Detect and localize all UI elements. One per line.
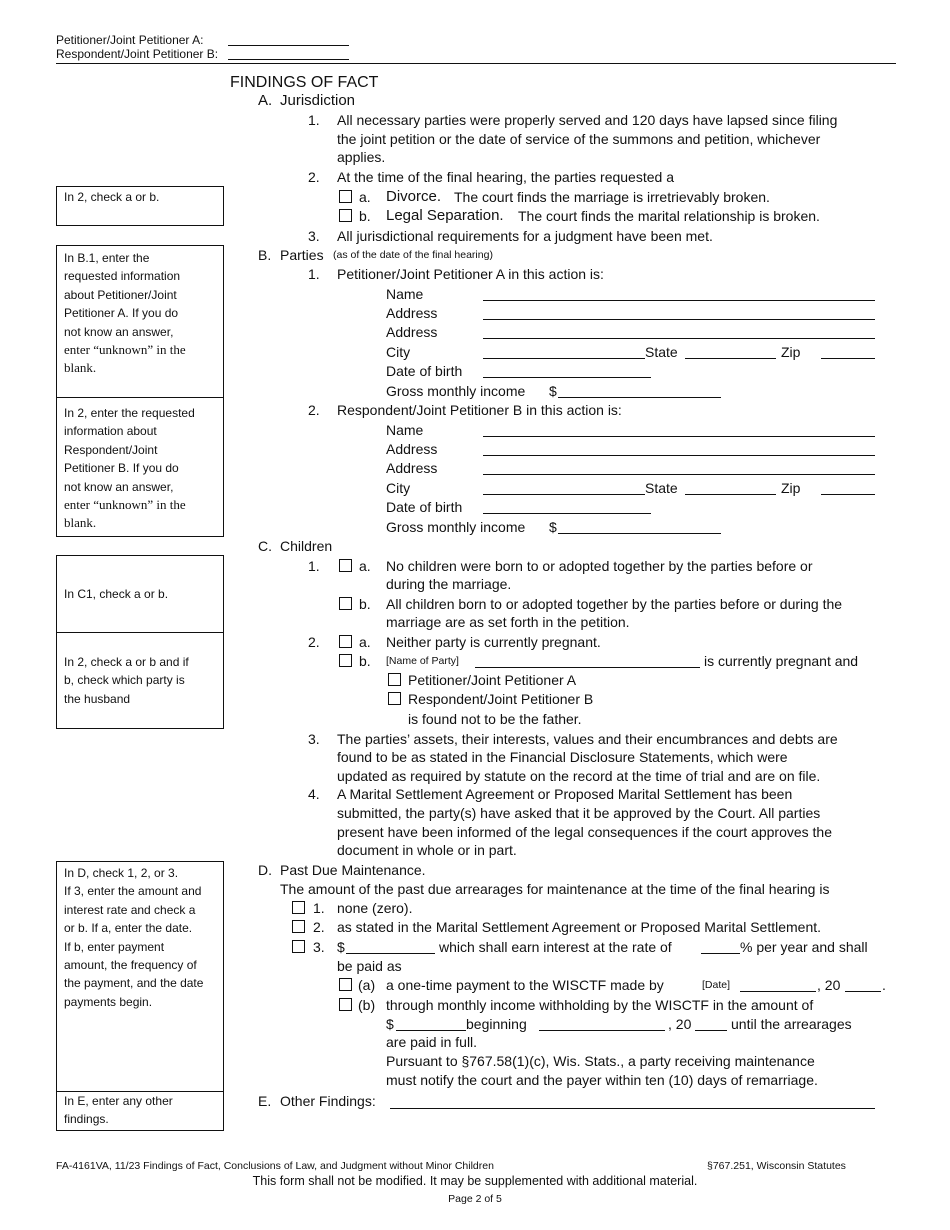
legal-separation-term: Legal Separation. (386, 207, 504, 224)
d1-text: none (zero). (337, 900, 413, 916)
d2-num: 2. (313, 919, 325, 935)
instruction-line: or b. If a, enter the date. (64, 921, 193, 936)
c2b-letter: b. (359, 653, 371, 669)
c2b-note: [Name of Party] (386, 655, 459, 667)
section-a-letter: A. (258, 92, 273, 109)
section-d-heading: Past Due Maintenance. (280, 862, 426, 878)
a-address2-label: Address (386, 324, 438, 340)
instruction-line: requested information (64, 269, 181, 284)
d3a-year-prefix: , 20 (817, 977, 841, 993)
d3-num: 3. (313, 939, 325, 955)
d3-dollar: $ (337, 939, 345, 955)
a-zip-label: Zip (781, 344, 801, 360)
b-address-field[interactable] (483, 455, 875, 456)
d2-checkbox[interactable] (292, 920, 305, 933)
b-income-dollar: $ (549, 519, 557, 535)
d1-num: 1. (313, 900, 325, 916)
instruction-line: payments begin. (64, 994, 153, 1009)
c2b-opt1: Petitioner/Joint Petitioner A (408, 672, 577, 688)
a-item2-text: At the time of the final hearing, the parties requested a (337, 169, 674, 185)
petitioner-label: Petitioner/Joint Petitioner A: (56, 33, 204, 47)
pregnant-party-field[interactable] (475, 667, 700, 668)
withholding-begin-field[interactable] (539, 1030, 665, 1031)
b-zip-field[interactable] (821, 494, 875, 495)
instruction-line: blank. (64, 360, 97, 376)
b-item1-num: 1. (308, 266, 320, 282)
section-d-intro: The amount of the past due arrearages for maintenance at the time of the final hearing is (280, 881, 830, 897)
c2a-text: Neither party is currently pregnant. (386, 634, 601, 650)
d3b-dollar: $ (386, 1016, 394, 1032)
a-address2-field[interactable] (483, 338, 875, 339)
instruction-line: enter “unknown” in the (64, 342, 186, 358)
a-city-field[interactable] (483, 358, 645, 359)
c-item2-num: 2. (308, 634, 320, 650)
a-income-field[interactable] (558, 397, 721, 398)
c1b-letter: b. (359, 596, 371, 612)
a-item2-num: 2. (308, 169, 320, 185)
instruction-line: Petitioner B. If you do (64, 461, 179, 476)
a-item1-line: the joint petition or the date of service of the summons and petition, whichever (337, 131, 821, 147)
instruction-line: information about (64, 424, 157, 439)
respondent-b-checkbox[interactable] (388, 692, 401, 705)
c-item4-line: document in whole or in part. (337, 842, 517, 858)
instruction-c1-text: In C1, check a or b. (64, 587, 169, 601)
respondent-field[interactable] (228, 59, 349, 60)
legal-separation-text: The court finds the marital relationship is broken. (518, 208, 820, 224)
b-state-label: State (645, 480, 678, 496)
instruction-line: If b, enter payment (64, 939, 165, 954)
c1a-line: No children were born to or adopted together by the parties before or (386, 558, 813, 574)
c-item3-num: 3. (308, 731, 320, 747)
b-income-label: Gross monthly income (386, 519, 526, 535)
a-dob-field[interactable] (483, 377, 651, 378)
modification-notice: This form shall not be modified. It may be supplemented with additional material. (252, 1174, 698, 1188)
d3a-note: [Date] (702, 979, 731, 991)
section-e-heading: Other Findings: (280, 1093, 376, 1109)
c-item1-num: 1. (308, 558, 320, 574)
section-b-letter: B. (258, 247, 272, 263)
c2b-end: is found not to be the father. (408, 711, 582, 727)
divorce-text: The court finds the marriage is irretrievably broken. (454, 189, 770, 205)
statute-reference: §767.251, Wisconsin Statutes (707, 1160, 846, 1172)
instruction-line: b, check which party is (64, 673, 185, 688)
instruction-line: In 2, check a or b and if (64, 655, 189, 669)
a-item3-text: All jurisdictional requirements for a judgment have been met. (337, 228, 713, 244)
c-item4-line: present have been informed of the legal consequences if the court approves the (337, 824, 832, 840)
payment-date-field[interactable] (740, 991, 816, 992)
other-findings-field[interactable] (390, 1108, 875, 1109)
a-item1-line: applies. (337, 149, 386, 165)
c1b-checkbox[interactable] (339, 597, 352, 610)
c1a-letter: a. (359, 558, 371, 574)
b-name-field[interactable] (483, 436, 875, 437)
legal-separation-checkbox[interactable] (339, 209, 352, 222)
section-e-letter: E. (258, 1093, 272, 1109)
instruction-d-text (64, 864, 220, 1011)
a-income-label: Gross monthly income (386, 383, 526, 399)
b-item2-text: Respondent/Joint Petitioner B in this action is: (337, 402, 622, 418)
b-zip-label: Zip (781, 480, 801, 496)
b-item1-text: Petitioner/Joint Petitioner A in this action is: (337, 266, 604, 282)
interest-rate-field[interactable] (701, 953, 740, 954)
b-item2-num: 2. (308, 402, 320, 418)
a-income-dollar: $ (549, 383, 557, 399)
section-d-letter: D. (258, 862, 272, 878)
c1b-line: marriage are as set forth in the petition. (386, 614, 630, 630)
instruction-line: about Petitioner/Joint (64, 287, 177, 302)
instruction-line: In 2, enter the requested (64, 406, 195, 420)
b-income-field[interactable] (558, 533, 721, 534)
d3-checkbox[interactable] (292, 940, 305, 953)
instruction-b1-text (64, 249, 220, 378)
b-city-field[interactable] (483, 494, 645, 495)
c1a-checkbox[interactable] (339, 559, 352, 572)
d3b-label: (b) (358, 997, 376, 1013)
b-address2-label: Address (386, 460, 438, 476)
d-pursuant-line: Pursuant to §767.58(1)(c), Wis. Stats., a party receiving maintenance (386, 1053, 815, 1069)
a-item1-line: All necessary parties were properly served and 120 days have lapsed since filing (337, 112, 838, 128)
a-item3-num: 3. (308, 228, 320, 244)
instruction-line: the payment, and the date (64, 976, 204, 991)
instruction-line: In E, enter any other (64, 1094, 173, 1108)
withholding-year-field[interactable] (695, 1030, 727, 1031)
a-item1-num: 1. (308, 112, 320, 128)
payment-year-field[interactable] (845, 991, 881, 992)
d3-text1: which shall earn interest at the rate of (439, 939, 672, 955)
form-id: FA-4161VA, 11/23 Findings of Fact, Conclusions of Law, and Judgment without Minor Children (56, 1160, 494, 1172)
b-address2-field[interactable] (483, 474, 875, 475)
a-opt-a-letter: a. (359, 189, 371, 205)
c1b-line: All children born to or adopted together by the parties before or during the (386, 596, 843, 612)
d3b-until: until the arrearages (731, 1016, 852, 1032)
instruction-line: not know an answer, (64, 324, 174, 339)
a-dob-label: Date of birth (386, 363, 463, 379)
instruction-a2-text: In 2, check a or b. (64, 190, 160, 204)
page-number: Page 2 of 5 (448, 1193, 502, 1205)
c-item4-line: submitted, the party(s) have asked that it be approved by the Court. All parties (337, 805, 821, 821)
d2-text: as stated in the Marital Settlement Agreement or Proposed Marital Settlement. (337, 919, 822, 935)
d3b-checkbox[interactable] (339, 998, 352, 1011)
a-name-label: Name (386, 286, 424, 302)
a-state-label: State (645, 344, 678, 360)
b-address-label: Address (386, 441, 438, 457)
c-item3-line: The parties’ assets, their interests, values and their encumbrances and debts are (337, 731, 838, 747)
divorce-checkbox[interactable] (339, 190, 352, 203)
a-opt-b-letter: b. (359, 208, 371, 224)
b-name-label: Name (386, 422, 424, 438)
instruction-line: interest rate and check a (64, 902, 196, 917)
withholding-amount-field[interactable] (396, 1030, 466, 1031)
b-city-label: City (386, 480, 411, 496)
instruction-line: amount, the frequency of (64, 958, 197, 973)
instruction-line: In D, check 1, 2, or 3. (64, 866, 179, 880)
c2b-checkbox[interactable] (339, 654, 352, 667)
c-item4-num: 4. (308, 786, 320, 802)
petitioner-field[interactable] (228, 45, 349, 46)
instruction-line: In B.1, enter the (64, 251, 150, 265)
section-b-note: (as of the date of the final hearing) (333, 249, 493, 261)
d3b-year-prefix: , 20 (668, 1016, 692, 1032)
instruction-line: Petitioner A. If you do (64, 306, 179, 321)
c-item3-line: updated as required by statute on the record at the time of trial and are on file. (337, 768, 821, 784)
petitioner-a-checkbox[interactable] (388, 673, 401, 686)
section-b-heading: Parties (280, 247, 324, 263)
d3a-checkbox[interactable] (339, 978, 352, 991)
d3b-paid: are paid in full. (386, 1034, 478, 1050)
b-state-field[interactable] (685, 494, 776, 495)
instruction-line: blank. (64, 515, 97, 531)
d3-text3: be paid as (337, 958, 402, 974)
respondent-label: Respondent/Joint Petitioner B: (56, 47, 219, 61)
d-pursuant-line: must notify the court and the payer within ten (10) days of remarriage. (386, 1072, 818, 1088)
instruction-c2-text (64, 653, 220, 708)
section-c-letter: C. (258, 538, 272, 554)
header-divider (56, 63, 896, 64)
instruction-line: enter “unknown” in the (64, 497, 186, 513)
d3b-beginning: beginning (466, 1016, 527, 1032)
a-zip-field[interactable] (821, 358, 875, 359)
a-name-field[interactable] (483, 300, 875, 301)
c2b-text: is currently pregnant and (704, 653, 859, 669)
d3a-end: . (882, 977, 886, 993)
c-item4-line: A Marital Settlement Agreement or Proposed Marital Settlement has been (337, 786, 793, 802)
a-address-field[interactable] (483, 319, 875, 320)
page-title: FINDINGS OF FACT (230, 74, 379, 91)
c2a-checkbox[interactable] (339, 635, 352, 648)
d3a-label: (a) (358, 977, 376, 993)
instruction-line: the husband (64, 691, 131, 706)
d1-checkbox[interactable] (292, 901, 305, 914)
instruction-line: not know an answer, (64, 479, 174, 494)
divorce-term: Divorce. (386, 188, 442, 205)
instruction-e-text (64, 1092, 220, 1129)
c2b-opt2: Respondent/Joint Petitioner B (408, 691, 594, 707)
d3b-text: through monthly income withholding by the WISCTF in the amount of (386, 997, 814, 1013)
instruction-line: If 3, enter the amount and (64, 884, 202, 899)
b-dob-field[interactable] (483, 513, 651, 514)
b-dob-label: Date of birth (386, 499, 463, 515)
instruction-line: Respondent/Joint (64, 442, 158, 457)
instruction-b2-text (64, 404, 220, 533)
instruction-line: findings. (64, 1112, 109, 1127)
section-a-heading: Jurisdiction (280, 92, 356, 109)
section-c-heading: Children (280, 538, 333, 554)
c1a-line: during the marriage. (386, 576, 512, 592)
arrearage-amount-field[interactable] (346, 953, 435, 954)
a-address-label: Address (386, 305, 438, 321)
c-item3-line: found to be as stated in the Financial Disclosure Statements, which were (337, 749, 788, 765)
d3a-text: a one-time payment to the WISCTF made by (386, 977, 664, 993)
c2a-letter: a. (359, 634, 371, 650)
d3-text2: % per year and shall (740, 939, 868, 955)
a-state-field[interactable] (685, 358, 776, 359)
a-city-label: City (386, 344, 411, 360)
